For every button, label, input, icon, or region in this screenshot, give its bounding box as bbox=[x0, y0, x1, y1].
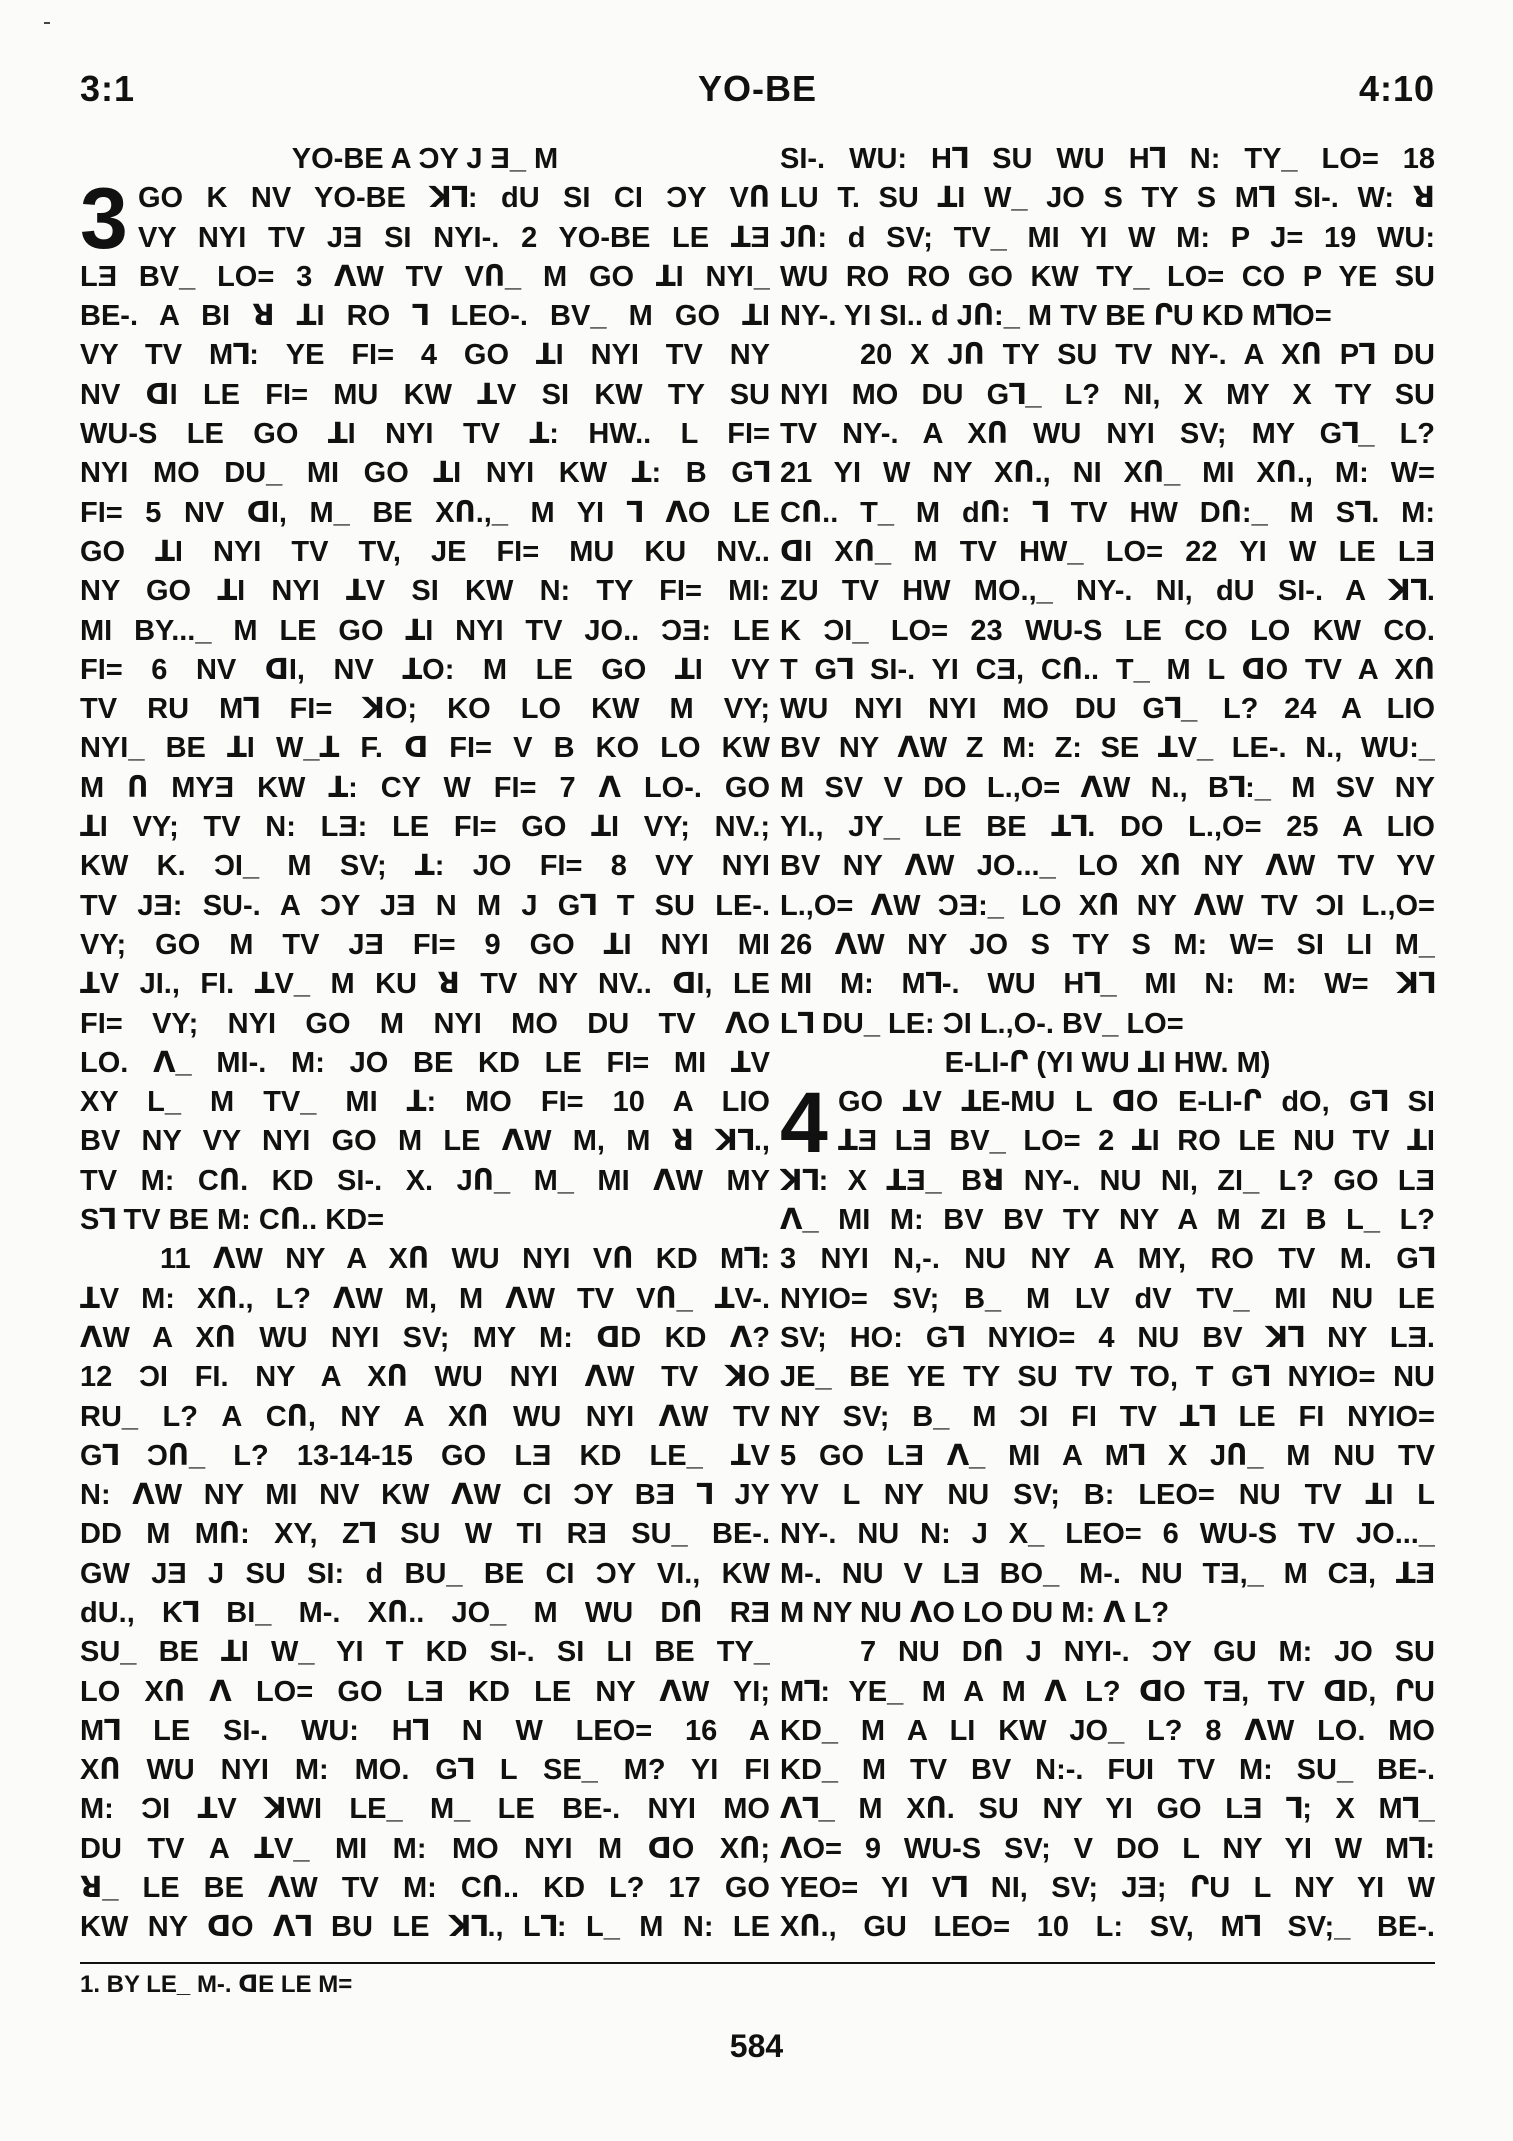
text-line: ꓕI VY; TV N: LƎ: LE FI= GO ꓕI VY; NV.; bbox=[80, 811, 770, 844]
text-line: TV NY-. A XՈ WU NYI SV; MY Gꓶ_ L? bbox=[780, 418, 1435, 451]
text-line: XY L_ M TV_ MI ꓕ: MO FI= 10 A LIO bbox=[80, 1086, 770, 1119]
text-line: NY-. NU N: J X_ LEO= 6 WU-S TV JO..._ bbox=[780, 1518, 1435, 1551]
text-line: NYI MO DU Gꓶ_ L? NI, X MY X TY SU bbox=[780, 378, 1435, 411]
text-line: 7 NU DՈ J NYI-. ƆY GU M: JO SU bbox=[860, 1636, 1435, 1669]
text-line: LO. ꓥ_ MI-. M: JO BE KD LE FI= MI ꓕV bbox=[80, 1046, 770, 1079]
text-line: YI., JY_ LE BE ꓕꓶ. DO L.,O= 25 A LIO bbox=[780, 811, 1435, 844]
text-line: KD_ M A LI KW JO_ L? 8 ꓥW LO. MO bbox=[780, 1714, 1435, 1747]
page-number: 584 bbox=[729, 2028, 784, 2064]
chapter-number-dropcap: 4 bbox=[780, 1075, 828, 1172]
text-line: NYI MO DU_ MI GO ꓕI NYI KW ꓕ: B Gꓶ bbox=[80, 457, 770, 490]
text-line: ꓤ_ LE BE ꓥW TV M: CՈ.. KD L? 17 GO bbox=[80, 1872, 770, 1905]
running-header bbox=[80, 68, 1435, 118]
right-paragraph-7 bbox=[780, 1633, 1435, 1947]
text-line: WU RO RO GO KW TY_ LO= CO P YE SU bbox=[780, 260, 1435, 293]
text-line: KW NY ꓷO ꓥꓶ BU LE ꓘꓶ., Lꓶ: L_ M N: LE bbox=[80, 1911, 770, 1944]
text-line: LO XՈ ꓥ LO= GO LƎ KD LE NY ꓥW YI; bbox=[80, 1675, 770, 1708]
text-line: Mꓶ: YE_ M A M ꓥ L? ꓷO TƎ, TV ꓷD, ՐU bbox=[780, 1675, 1435, 1708]
text-line: Sꓶ TV BE M: CՈ.. KD= bbox=[80, 1204, 385, 1237]
text-line: KW K. ƆI_ M SV; ꓕ: JO FI= 8 VY NYI bbox=[80, 850, 770, 883]
text-line: ꓥO= 9 WU-S SV; V DO L NY YI W Mꓶ: bbox=[780, 1832, 1435, 1865]
text-line: BV NY ꓥW JO..._ LO XՈ NY ꓥW TV YV bbox=[780, 850, 1435, 883]
left-paragraph-1 bbox=[80, 258, 770, 1240]
chapter-4-opening bbox=[780, 1075, 1435, 1172]
text-line: DU TV A ꓕV_ MI M: MO NYI M ꓷO XՈ; bbox=[80, 1832, 770, 1865]
chapter-3-opening bbox=[80, 171, 770, 268]
text-line: CՈ.. T_ M ԁՈ: ꓶ TV HW DՈ:_ M Sꓶ. M: bbox=[780, 496, 1435, 529]
text-line: ꓕV JI., FI. ꓕV_ M KU ꓤ TV NY NV.. ꓷI, LE bbox=[80, 968, 770, 1001]
header-book-title: YO-BE bbox=[697, 68, 817, 109]
text-line: ꓕV M: XՈ., L? ꓥW M, M ꓥW TV VՈ_ ꓕV-. bbox=[80, 1282, 770, 1315]
text-line: 11 ꓥW NY A XՈ WU NYI VՈ KD Mꓶ: bbox=[160, 1243, 770, 1276]
right-paragraph-20 bbox=[780, 336, 1435, 1043]
text-line: M-. NU V LƎ BO_ M-. NU TƎ,_ M CƎ, ꓕƎ bbox=[780, 1557, 1435, 1590]
text-line: SV; HO: Gꓶ NYIO= 4 NU BV ꓘꓶ NY LƎ. bbox=[780, 1321, 1435, 1354]
text-line: 5 GO LƎ ꓥ_ MI A Mꓶ X JՈ_ M NU TV bbox=[780, 1439, 1435, 1472]
text-line: BV NY VY NYI GO M LE ꓥW M, M ꓤ ꓘꓶ., bbox=[80, 1125, 770, 1158]
text-line: M: ƆI ꓕV ꓘWI LE_ M_ LE BE-. NYI MO bbox=[80, 1793, 770, 1826]
text-line: ԁU., Kꓶ BI_ M-. XՈ.. JO_ M WU DՈ RƎ bbox=[80, 1596, 770, 1629]
text-line: YEO= YI Vꓶ NI, SV; JƎ; ՐU L NY YI W bbox=[780, 1872, 1435, 1905]
text-line: 26 ꓥW NY JO S TY S M: W= SI LI M_ bbox=[780, 928, 1435, 961]
text-line: VY; GO M TV JƎ FI= 9 GO ꓕI NYI MI bbox=[80, 928, 770, 961]
text-line: ꓥꓶ_ M XՈ. SU NY YI GO LƎ ꓶ; X Mꓶ_ bbox=[780, 1793, 1435, 1826]
footnote: 1. BY LE_ M-. ꓷE LE M= bbox=[80, 1971, 353, 1998]
text-line: FI= 5 NV ꓷI, M_ BE XՈ.,_ M YI ꓶ ꓥO LE bbox=[80, 496, 770, 529]
left-column bbox=[80, 140, 770, 1948]
left-paragraph-2 bbox=[80, 1240, 770, 1947]
text-line: FI= 6 NV ꓷI, NV ꓕO: M LE GO ꓕI VY bbox=[80, 653, 770, 686]
header-right-reference: 4:10 bbox=[1358, 68, 1435, 109]
text-line: K ƆI_ LO= 23 WU-S LE CO LO KW CO. bbox=[780, 614, 1435, 647]
text-line: KD_ M TV BV N:-. FUI TV M: SU_ BE-. bbox=[780, 1754, 1435, 1787]
text-line: M NY NU ꓥO LO DU M: ꓥ L? bbox=[780, 1596, 1170, 1629]
right-paragraph-chapter-4 bbox=[780, 1162, 1435, 1634]
text-line: L.,O= ꓥW ƆƎ:_ LO XՈ NY ꓥW TV ƆI L.,O= bbox=[780, 889, 1435, 922]
text-line: NY GO ꓕI NYI ꓕV SI KW N: TY FI= MI: bbox=[80, 575, 770, 608]
text-line: 12 ƆI FI. NY A XՈ WU NYI ꓥW TV ꓘO bbox=[80, 1361, 770, 1394]
text-line: GW JƎ J SU SI: ԁ BU_ BE CI ƆY VI., KW bbox=[80, 1557, 770, 1590]
text-line: VY TV Mꓶ: YE FI= 4 GO ꓕI NYI TV NY bbox=[80, 339, 770, 372]
corner-mark bbox=[44, 22, 50, 24]
text-line: ꓥ_ MI M: BV BV TY NY A M ZI B L_ L? bbox=[780, 1204, 1435, 1237]
left-section-title: YO-BE A ƆY J Ǝ_ M bbox=[291, 143, 559, 175]
text-line: TV M: CՈ. KD SI-. X. JՈ_ M_ MI ꓥW MY bbox=[80, 1164, 770, 1197]
text-line: VY NYI TV JƎ SI NYI-. 2 YO-BE LE ꓕƎ bbox=[138, 221, 770, 254]
text-line: M Ո MYƎ KW ꓕ: CY W FI= 7 ꓥ LO-. GO bbox=[80, 771, 770, 804]
text-line: FI= VY; NYI GO M NYI MO DU TV ꓥO bbox=[80, 1007, 770, 1040]
text-line: GO ꓕI NYI TV TV, JE FI= MU KU NV.. bbox=[80, 535, 770, 568]
text-line: 20 X JՈ TY SU TV NY-. A XՈ Pꓶ DU bbox=[860, 339, 1435, 372]
right-section-title: E-LI-Ր (YI WU ꓕI HW. M) bbox=[944, 1046, 1271, 1079]
text-line: Lꓶ DU_ LE: ƆI L.,O-. BV_ LO= bbox=[780, 1007, 1184, 1040]
header-left-reference: 3:1 bbox=[80, 68, 136, 109]
text-line: Gꓶ ƆՈ_ L? 13-14-15 GO LƎ KD LE_ ꓕV bbox=[80, 1439, 770, 1472]
text-line: XՈ., GU LEO= 10 L: SV, Mꓶ SV;_ BE-. bbox=[780, 1911, 1435, 1944]
text-line: Mꓶ LE SI-. WU: Hꓶ N W LEO= 16 A bbox=[80, 1714, 770, 1747]
text-line: TV RU Mꓶ FI= ꓘO; KO LO KW M VY; bbox=[80, 693, 770, 726]
text-line: MI BY..._ M LE GO ꓕI NYI TV JO.. ƆƎ: LE bbox=[80, 614, 770, 647]
text-line: GO ꓕV ꓕE-MU L ꓷO E-LI-Ր ԁO, Gꓶ SI bbox=[838, 1086, 1435, 1119]
text-line: JՈ: ԁ SV; TV_ MI YI W M: P J= 19 WU: bbox=[780, 221, 1435, 254]
text-line: M SV V DO L.,O= ꓥW N., Bꓶ:_ M SV NY bbox=[780, 771, 1435, 804]
text-line: MI M: Mꓶ-. WU Hꓶ_ MI N: M: W= ꓘꓶ bbox=[780, 968, 1435, 1001]
text-line: WU-S LE GO ꓕI NYI TV ꓕ: HW.. L FI= bbox=[80, 418, 770, 451]
text-line: ꓘꓶ: X ꓕƎ_ Bꓤ NY-. NU NI, ZI_ L? GO LƎ bbox=[780, 1164, 1435, 1197]
text-line: LƎ BV_ LO= 3 ꓥW TV VՈ_ M GO ꓕI NYI_ bbox=[80, 260, 770, 293]
text-line: GO K NV YO-BE ꓘꓶ: ԁU SI CI ƆY VՈ bbox=[138, 182, 770, 215]
text-line: ꓥW A XՈ WU NYI SV; MY M: ꓷD KD ꓥ? bbox=[80, 1321, 770, 1354]
text-line: WU NYI NYI MO DU Gꓶ_ L? 24 A LIO bbox=[780, 693, 1435, 726]
text-line: ꓕƎ LƎ BV_ LO= 2 ꓕI RO LE NU TV ꓕI bbox=[838, 1125, 1435, 1158]
right-column bbox=[780, 140, 1435, 1948]
text-line: NY-. YI SI.. ԁ JՈ:_ M TV BE ՐU KD MꓶO= bbox=[780, 300, 1332, 333]
text-line: T Gꓶ SI-. YI CƎ, CՈ.. T_ M L ꓷO TV A XՈ bbox=[780, 653, 1435, 686]
right-paragraph-continued bbox=[780, 140, 1435, 336]
text-line: JE_ BE YE TY SU TV TO, T Gꓶ NYIO= NU bbox=[780, 1361, 1435, 1394]
text-line: RU_ L? A CՈ, NY A XՈ WU NYI ꓥW TV bbox=[80, 1400, 770, 1433]
text-line: ꓷI XՈ_ M TV HW_ LO= 22 YI W LE LƎ bbox=[780, 535, 1435, 568]
text-line: SI-. WU: Hꓶ SU WU Hꓶ N: TY_ LO= 18 bbox=[780, 143, 1435, 175]
text-line: YV L NY NU SV; B: LEO= NU TV ꓕI L bbox=[780, 1479, 1435, 1512]
text-line: LU T. SU ꓕI W_ JO S TY S Mꓶ SI-. W: ꓤ bbox=[780, 182, 1435, 215]
text-line: ZU TV HW MO.,_ NY-. NI, ԁU SI-. A ꓘꓶ. bbox=[780, 575, 1435, 608]
text-line: TV JƎ: SU-. A ƆY JƎ N M J Gꓶ T SU LE-. bbox=[80, 889, 770, 922]
text-line: 21 YI W NY XՈ., NI XՈ_ MI XՈ., M: W= bbox=[780, 457, 1435, 490]
text-line: BE-. A BI ꓤ ꓕI RO ꓶ LEO-. BV_ M GO ꓕI bbox=[80, 300, 770, 333]
footnote-divider bbox=[80, 1962, 1435, 1964]
text-line: 3 NYI N,-. NU NY A MY, RO TV M. Gꓶ bbox=[780, 1243, 1435, 1276]
text-line: NV ꓷI LE FI= MU KW ꓕV SI KW TY SU bbox=[80, 378, 770, 411]
text-line: XՈ WU NYI M: MO. Gꓶ L SE_ M? YI FI bbox=[80, 1754, 770, 1787]
text-line: SU_ BE ꓕI W_ YI T KD SI-. SI LI BE TY_ bbox=[80, 1636, 770, 1669]
text-line: N: ꓥW NY MI NV KW ꓥW CI ƆY BƎ ꓶ JY bbox=[80, 1479, 770, 1512]
text-line: NY SV; B_ M ƆI FI TV ꓕꓶ LE FI NYIO= bbox=[780, 1400, 1435, 1433]
text-line: BV NY ꓥW Z M: Z: SE ꓕV_ LE-. N., WU:_ bbox=[780, 732, 1435, 765]
text-line: NYI_ BE ꓕI W_ꓕ F. ꓷ FI= V B KO LO KW bbox=[80, 732, 770, 765]
text-line: DD M MՈ: XY, Zꓶ SU W TI RƎ SU_ BE-. bbox=[80, 1518, 770, 1551]
text-line: NYIO= SV; B_ M LV ԁV TV_ MI NU LE bbox=[780, 1282, 1435, 1315]
chapter-number-dropcap: 3 bbox=[80, 171, 128, 268]
